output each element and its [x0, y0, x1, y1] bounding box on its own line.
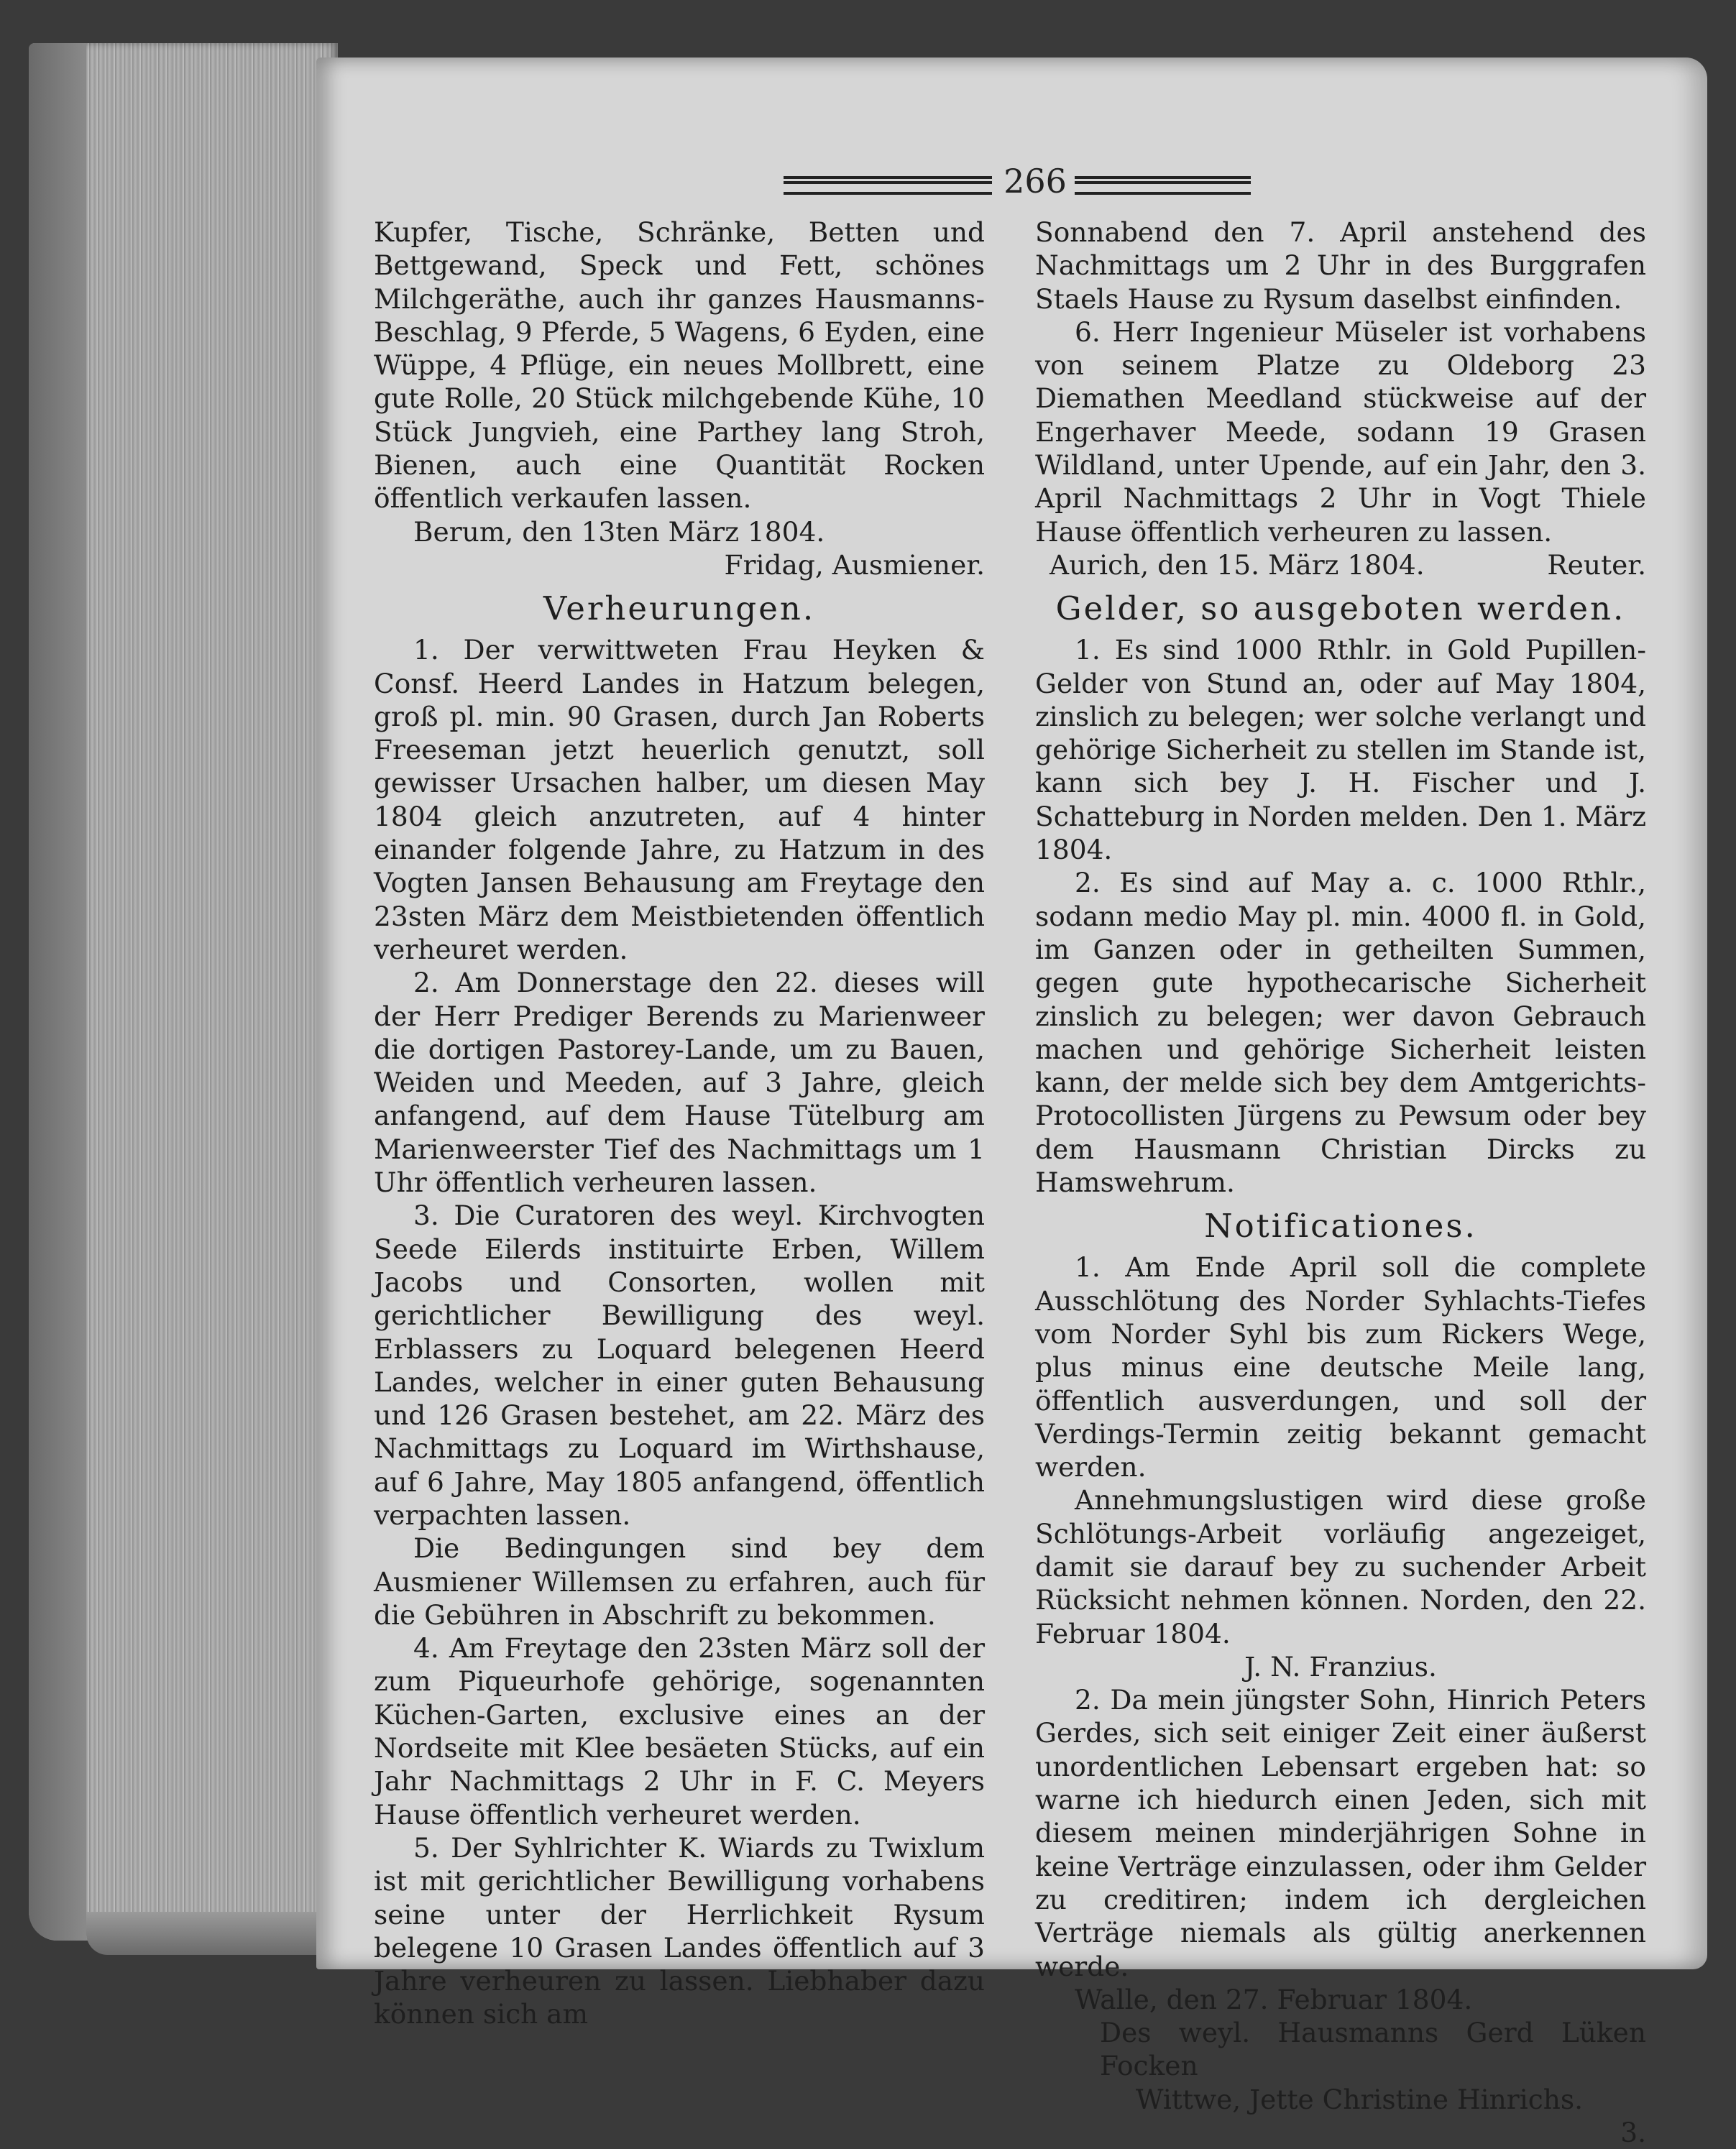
notification-item-1-signature: J. N. Franzius. — [1244, 1650, 1437, 1683]
notification-item-1-note: Annehmungslustigen wird diese große Schlötungs-Arbeit vorläufig angezeiget, damit sie darauf bey zu suchender Arbeit Rücksicht nehmen können. Norden, den 22. Februar 1804. — [1035, 1484, 1646, 1649]
item-6-date: Aurich, den 15. März 1804. — [1050, 548, 1425, 581]
intro-paragraph: Kupfer, Tische, Schränke, Betten und Bettgewand, Speck und Fett, schönes Milchgeräthe, auch ihr ganzes Hausmanns-Beschlag, 9 Pferde, 5 Wagens, 6 Eyden, eine Wüppe, 4 Pflüge, ein neues Mollbrett, eine gute Rolle, 20 Stück milchgebende Kühe, 10 Stück Jungvieh, eine Parthey lang Stroh, Bienen, auch eine Quantität Rocken öffentlich verkaufen lassen. — [374, 216, 985, 515]
verheurung-item-5: 5. Der Syhlrichter K. Wiards zu Twixlum ist mit gerichtlicher Bewilligung vorhabens seine unter der Herrlichkeit Rysum belegene 10 Grasen Landes öffentlich auf 3 Jahre verheuren zu lassen. Liebhaber dazu können sich am — [374, 1831, 985, 2030]
catchword: 3. — [1620, 2117, 1646, 2149]
verheurung-item-3: 3. Die Curatoren des weyl. Kirchvogten Seede Eilerds instituirte Erben, Willem Jacobs und Consorten, wollen mit gerichtlicher Bewilligung des weyl. Erblassers zu Loquard belegenen Heerd Landes, welcher in einer guten Behausung und 126 Grasen bestehet, am 22. März des Nachmittags zu Loquard im Wirthshause, auf 6 Jahre, May 1805 anfangend, öffentlich verpachten lassen. — [374, 1200, 985, 1531]
right-column — [1035, 216, 1646, 2149]
header-rule-left — [784, 176, 992, 195]
notification-item-2-date: Walle, den 27. Februar 1804. — [1075, 1983, 1473, 2015]
page-header — [0, 162, 1736, 212]
gelder-item-1: 1. Es sind 1000 Rthlr. in Gold Pupillen-Gelder von Stund an, oder auf May 1804, zinslich zu belegen; wer solche verlangt und gehörige Sicherheit zu stellen im Stande ist, kann sich bey J. H. Fischer und J. Schatteburg in Norden melden. Den 1. März 1804. — [1035, 634, 1646, 866]
verheurung-item-6: 6. Herr Ingenieur Müseler ist vorhabens von seinem Platze zu Oldeborg 23 Diemathen Meedland stückweise auf der Engerhaver Meede, sodann 19 Grasen Wildland, unter Upende, auf ein Jahr, den 3. April Nachmittags 2 Uhr in Vogt Thiele Hause öffentlich verheuren zu lassen. — [1035, 316, 1646, 548]
item-6-signature: Reuter. — [1547, 548, 1646, 581]
notification-item-2-signature-line-1: Des weyl. Hausmanns Gerd Lüken Focken — [1100, 2017, 1646, 2082]
header-rule-right — [1075, 176, 1251, 195]
intro-date: Berum, den 13ten März 1804. — [413, 515, 825, 548]
book-cover-edge — [29, 43, 86, 1941]
left-column — [374, 216, 985, 2031]
verheurung-item-1: 1. Der verwittweten Frau Heyken & Consf. Heerd Landes in Hatzum belegen, groß pl. min. 90 Grasen, durch Jan Roberts Freeseman jetzt heuerlich genutzt, soll gewisser Ursachen halber, um diesen May 1804 gleich anzutreten, auf 4 hinter einander folgende Jahre, zu Hatzum in des Vogten Jansen Behausung am Freytage den 23sten März dem Meistbietenden öffentlich verheuret werden. — [374, 634, 985, 965]
section-heading-gelder: Gelder, so ausgeboten werden. — [1055, 589, 1626, 628]
continuation-paragraph: Sonnabend den 7. April anstehend des Nachmittags um 2 Uhr in des Burggrafen Staels Hause zu Rysum daselbst einfinden. — [1035, 216, 1646, 315]
item-6-date-line — [1035, 548, 1646, 581]
notification-item-2: 2. Da mein jüngster Sohn, Hinrich Peters Gerdes, sich seit einiger Zeit einer äußerst unordentlichen Lebensart ergeben hat: so warne ich hiedurch einen Jeden, sich mit diesem meinen minderjährigen Sohne in keine Verträge einzulassen, oder ihm Gelder zu creditiren; indem ich dergleichen Verträge niemals als gültig anerkennen werde. — [1035, 1684, 1646, 1982]
verheurung-item-2: 2. Am Donnerstage den 22. dieses will der Herr Prediger Berends zu Marienweer die dortigen Pastorey-Lande, um zu Bauen, Weiden und Meeden, auf 3 Jahre, gleich anfangend, auf dem Hause Tütelburg am Marienweerster Tief des Nachmittags um 1 Uhr öffentlich verheuren lassen. — [374, 967, 985, 1199]
gelder-item-2: 2. Es sind auf May a. c. 1000 Rthlr., sodann medio May pl. min. 4000 fl. in Gold, im Ganzen oder in getheilten Summen, gegen gute hypothecarische Sicherheit zinslich zu belegen; wer davon Gebrauch machen und gehörige Sicherheit leisten kann, der melde sich bey dem Amtgerichts-Protocollisten Jürgens zu Pewsum oder bey dem Hausmann Christian Dircks zu Hamswehrum. — [1035, 867, 1646, 1199]
intro-signature: Fridag, Ausmiener. — [724, 548, 985, 581]
notification-item-2-signature-line-2: Wittwe, Jette Christine Hinrichs. — [1136, 2083, 1584, 2115]
notification-item-1: 1. Am Ende April soll die complete Ausschlötung des Norder Syhlachts-Tiefes vom Norder Syhl bis zum Rickers Wege, plus minus eine deutsche Meile lang, öffentlich ausverdungen, und soll der Verdings-Termin zeitig bekannt gemacht werden. — [1035, 1251, 1646, 1483]
verheurung-item-3-conditions: Die Bedingungen sind bey dem Ausmiener Willemsen zu erfahren, auch für die Gebühren in Abschrift zu bekommen. — [374, 1532, 985, 1631]
page-number: 266 — [1004, 162, 1067, 201]
section-heading-notificationes: Notificationes. — [1204, 1207, 1477, 1246]
section-heading-verheurungen: Verheurungen. — [543, 589, 816, 628]
verheurung-item-4: 4. Am Freytage den 23sten März soll der zum Piqueurhofe gehörige, sogenannten Küchen-Garten, exclusive eines an der Nordseite mit Klee besäeten Stücks, auf ein Jahr Nachmittags 2 Uhr in F. C. Meyers Hause öffentlich verheuret werden. — [374, 1632, 985, 1831]
